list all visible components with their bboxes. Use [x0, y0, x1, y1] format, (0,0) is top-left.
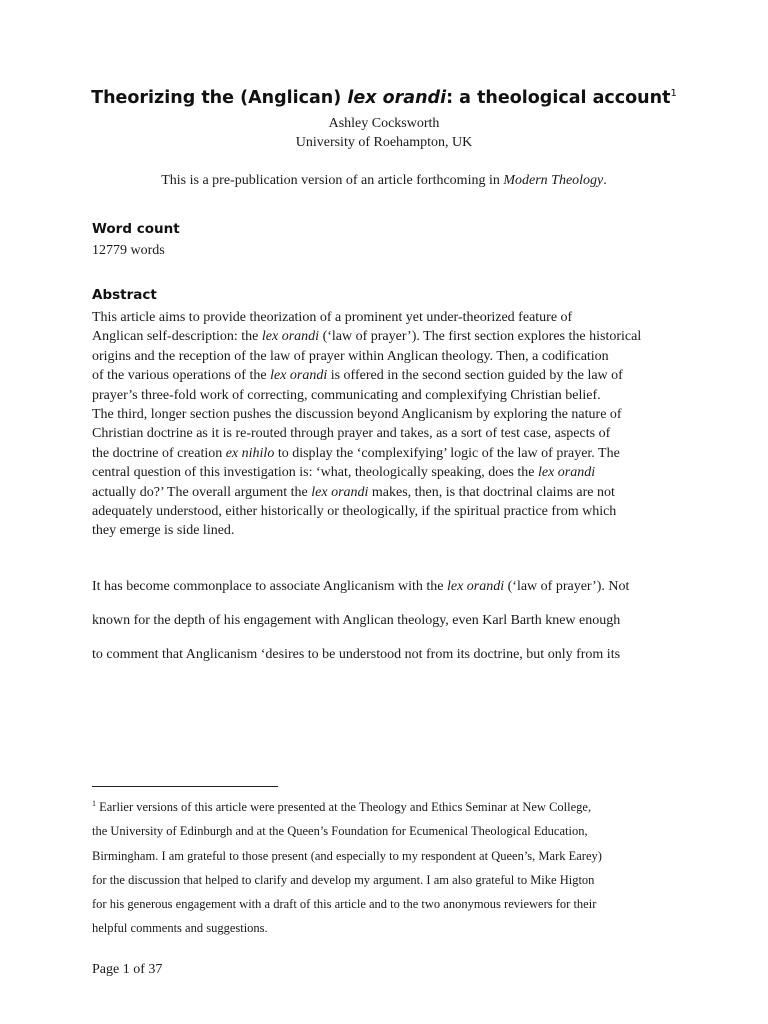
body-paragraph: It has become commonplace to associate Anglicanism with the lex orandi (‘law of prayer’). Not known for the depth of his engagement with Anglican theology, even Karl Barth knew enough to comment that Anglicanism ‘desires to be understood not from its doctrine, but only from its — [92, 579, 630, 662]
word-count-value: 12779 words — [92, 243, 165, 258]
author-affiliation: University of Roehampton, UK — [295, 135, 473, 150]
title-suffix-text: : a theological account — [446, 88, 671, 108]
title-text: Theorizing the (Anglican) — [91, 88, 348, 108]
title-footnote-mark[interactable]: 1 — [670, 88, 677, 100]
page-number: Page 1 of 37 — [92, 962, 163, 977]
article-title — [0, 88, 768, 108]
abstract-heading: Abstract — [92, 287, 157, 303]
word-count-heading: Word count — [92, 221, 180, 237]
abstract-paragraph: This article aims to provide theorization of a prominent yet under-theorized feature of Anglican self-description: the lex orandi (‘law of prayer’). The first section explores the historical origins and the reception of the law of prayer within Anglican theology. Then, a codification of the various operations of the lex orandi is offered in the second section guided by the law of prayer’s three-fold work of correcting, communicating and complexifying Christian belief. The third, longer section pushes the discussion beyond Anglicanism by exploring the nature of Christian doctrine as it is re-routed through prayer and takes, as a sort of test case, aspects of the doctrine of creation ex nihilo to display the ‘complexifying’ logic of the law of prayer. The central question of this investigation is: ‘what, theologically speaking, does the lex orandi actually do?’ The overall argument the lex orandi makes, then, is that doctrinal claims are not adequately understood, either historically or theologically, if the spiritual practice from which they emerge is side lined. — [92, 310, 642, 539]
footnote-divider — [92, 786, 278, 787]
title-italic-text: lex orandi — [347, 88, 447, 108]
author-name: Ashley Cocksworth — [328, 116, 440, 131]
journal-name: Modern Theology — [503, 173, 604, 188]
footnote: $^1$ Earlier versions of this article were presented at the Theology and Ethics Seminar at New College, the University of Edinburgh and at the Queen’s Foundation for Ecumenical Theological Education, Birmingham. I am grateful to those present (and especially to my respondent at Queen’s, Mark Earey) for the discussion that helped to clarify and develop my argument. I am also grateful to Mike Higton for his generous engagement with a draft of this article and to the two anonymous reviewers for their helpful comments and suggestions. — [92, 799, 602, 936]
prepublication-note: This is a pre-publication version of an article forthcoming in Modern Theology. — [161, 173, 607, 188]
footnote-mark: 1 — [92, 799, 96, 808]
